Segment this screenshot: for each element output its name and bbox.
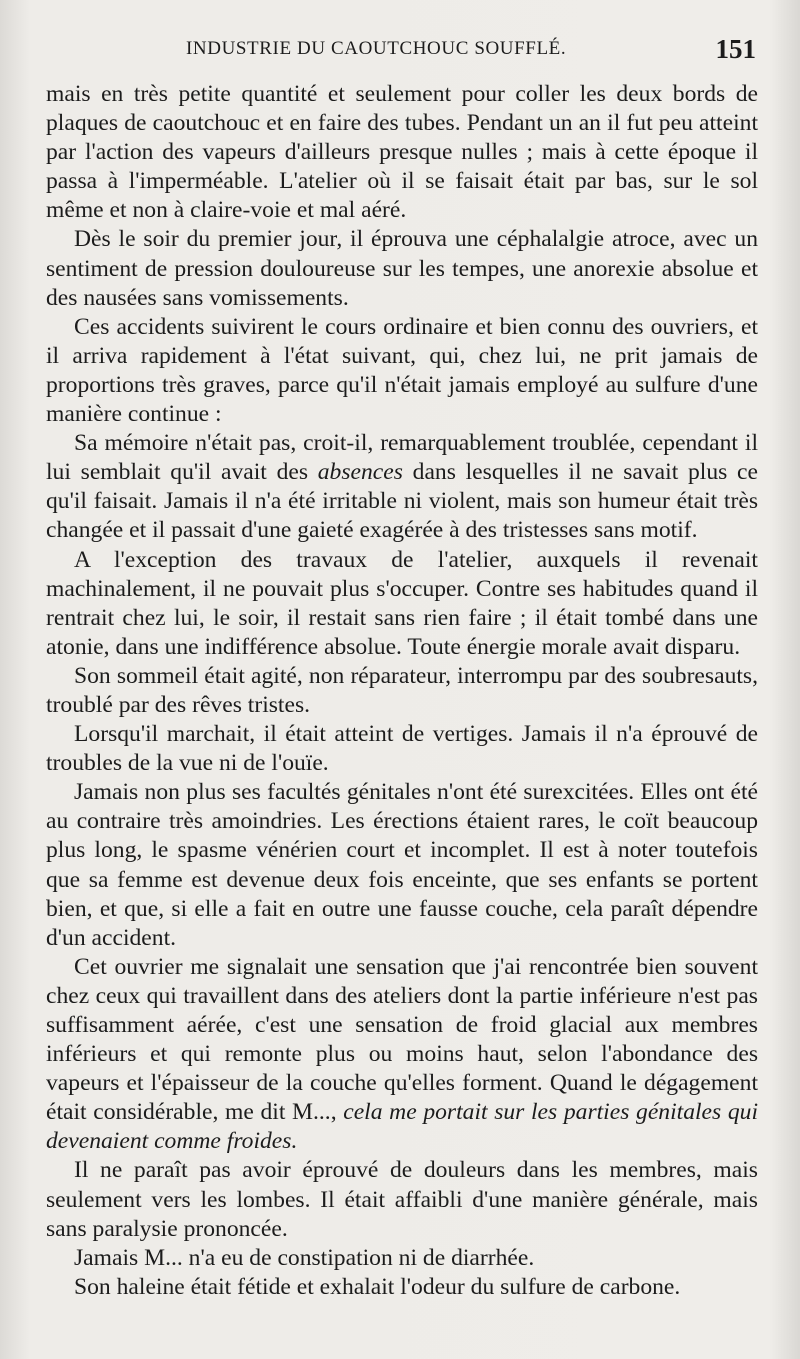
paragraph-5: A l'exception des travaux de l'atelier, auxquels il revenait machinalement, il ne pouvait plus s'occuper. Contre ses habitudes quand il rentrait chez lui, le soir, il restait sans rien faire ; il était tombé dans une atonie, dans une indifférence absolue. Toute énergie morale avait disparu.	[46, 546, 758, 660]
paragraph-4-text-before: Sa mémoire n'était pas, croit-il, remarquablement troublée, cependant il lui semblait qu'il avait des	[46, 430, 758, 486]
paragraph-3: Ces accidents suivirent le cours ordinaire et bien connu des ouvriers, et il arriva rapidement à l'état suivant, qui, chez lui, ne prit jamais de proportions très graves, parce qu'il n'était jamais employé au sulfure d'une manière continue :	[46, 313, 758, 428]
paragraph-9	[46, 953, 758, 1157]
paragraph-1: mais en très petite quantité et seulement pour coller les deux bords de plaques de caoutchouc et en faire des tubes. Pendant un an il fut peu atteint par l'action des vapeurs d'ailleurs presque nulles ; mais à cette époque il passa à l'imperméable. L'atelier où il se faisait était par bas, sur le sol même et non à claire-voie et mal aéré.	[46, 81, 758, 224]
paragraph-9-italic: cela me portait sur les parties génitales qui devenaient comme froides.	[46, 1099, 758, 1155]
paragraph-8: Jamais non plus ses facultés génitales n'ont été surexcitées. Elles ont été au contraire très amoindries. Les érections étaient rares, le coït beaucoup plus long, le spasme vénérien court et incomplet. Il est à noter toutefois que sa femme est devenue deux fois enceinte, que ses enfants se portent bien, et que, si elle a fait en outre une fausse couche, cela paraît dépendre d'un accident.	[46, 779, 758, 951]
running-title: INDUSTRIE DU CAOUTCHOUC SOUFFLÉ.	[186, 38, 567, 59]
body-text	[46, 80, 758, 1302]
paragraph-11: Jamais M... n'a eu de constipation ni de diarrhée.	[74, 1244, 535, 1271]
paragraph-4-text-after: dans lesquelles il ne savait plus ce qu'il faisait. Jamais il n'a été irritable ni violent, mais son humeur était très changée et il passait d'une gaieté exagérée à des tristesses sans motif.	[46, 459, 758, 544]
running-header	[46, 34, 758, 74]
paragraph-12: Son haleine était fétide et exhalait l'odeur du sulfure de carbone.	[74, 1273, 681, 1300]
paragraph-2: Dès le soir du premier jour, il éprouva une céphalalgie atroce, avec un sentiment de pression douloureuse sur les tempes, une anorexie absolue et des nausées sans vomissements.	[46, 226, 758, 311]
paragraph-4-italic: absences	[317, 459, 403, 486]
paragraph-10: Il ne paraît pas avoir éprouvé de douleurs dans les membres, mais seulement vers les lombes. Il était affaibli d'une manière générale, mais sans paralysie prononcée.	[46, 1157, 758, 1242]
paragraph-6: Son sommeil était agité, non réparateur, interrompu par des soubresauts, troublé par des rêves tristes.	[46, 662, 758, 718]
paragraph-4	[46, 429, 758, 545]
page-number: 151	[715, 34, 756, 64]
paragraph-7: Lorsqu'il marchait, il était atteint de vertiges. Jamais il n'a éprouvé de troubles de la vue ni de l'ouïe.	[46, 721, 758, 777]
paragraph-9-text-before: Cet ouvrier me signalait une sensation que j'ai rencontrée bien souvent chez ceux qui travaillent dans des ateliers dont la partie inférieure n'est pas suffisamment aérée, c'est une sensation de froid glacial aux membres inférieurs et qui remonte plus ou moins haut, selon l'abondance des vapeurs et l'épaisseur de la couche qu'elles forment. Quand le dégagement était considérable, me dit M...,	[46, 953, 758, 1126]
